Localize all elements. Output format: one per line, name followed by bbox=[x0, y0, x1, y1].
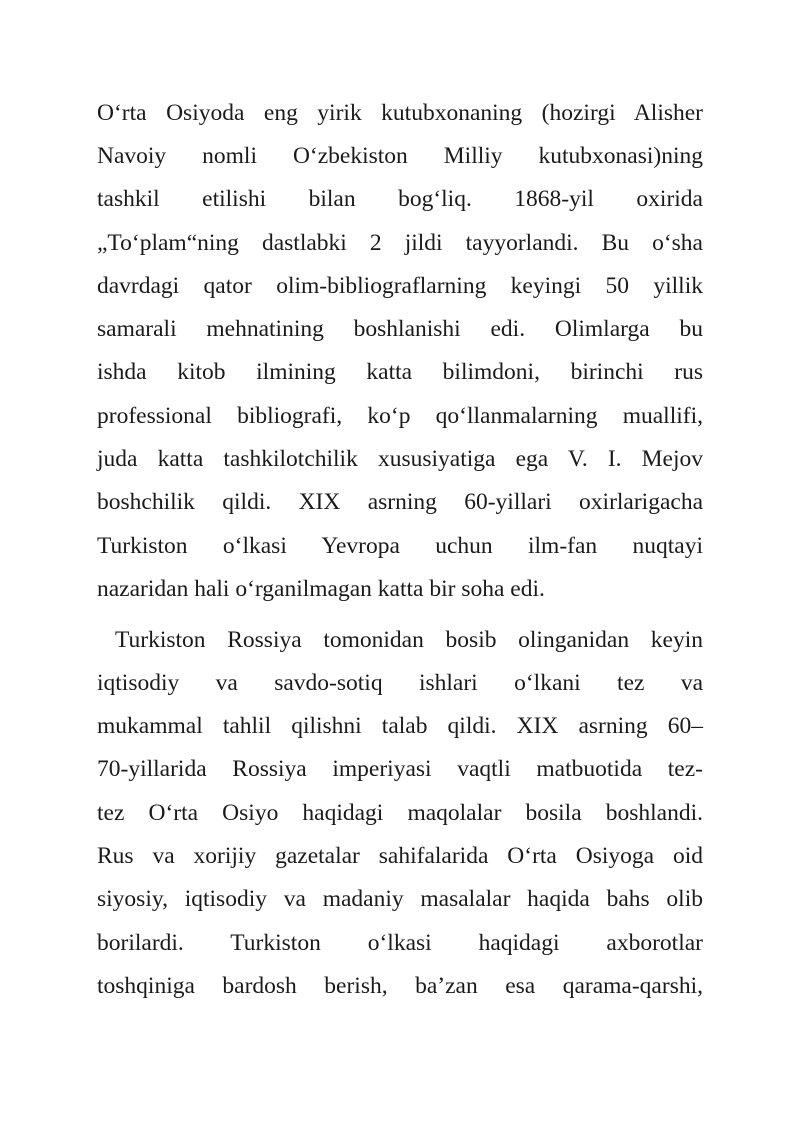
paragraph-1-line-2: Navoiy nomli O‘zbekiston Milliy kutubxonasi)ning bbox=[97, 143, 703, 169]
paragraph-1-line-3: tashkil etilishi bilan bog‘liq. 1868-yil oxirida bbox=[97, 186, 703, 212]
paragraph-1-line-10: boshchilik qildi. XIX asrning 60-yillari oxirlarigacha bbox=[97, 489, 703, 515]
paragraph-2-line-2: iqtisodiy va savdo-sotiq ishlari o‘lkani tez va bbox=[97, 670, 703, 696]
paragraph-1-line-6: samarali mehnatining boshlanishi edi. Olimlarga bu bbox=[97, 316, 703, 342]
paragraph-1-line-5: davrdagi qator olim-bibliograflarning keyingi 50 yillik bbox=[97, 273, 703, 299]
paragraph-1-line-8: professional bibliografi, ko‘p qo‘llanmalarning muallifi, bbox=[97, 403, 703, 429]
paragraph-2-line-5: tez O‘rta Osiyo haqidagi maqolalar bosila boshlandi. bbox=[97, 800, 703, 826]
paragraph-2-line-9: toshqiniga bardosh berish, ba’zan esa qarama-qarshi, bbox=[97, 973, 703, 999]
paragraph-1-line-1: O‘rta Osiyoda eng yirik kutubxonaning (hozirgi Alisher bbox=[97, 100, 703, 126]
paragraph-2-line-1: Turkiston Rossiya tomonidan bosib olinganidan keyin bbox=[115, 627, 703, 653]
paragraph-2-line-4: 70-yillarida Rossiya imperiyasi vaqtli matbuotida tez- bbox=[97, 756, 703, 782]
paragraph-1-line-4: „To‘plam“ning dastlabki 2 jildi tayyorlandi. Bu o‘sha bbox=[97, 230, 703, 256]
paragraph-2-line-7: siyosiy, iqtisodiy va madaniy masalalar haqida bahs olib bbox=[97, 886, 703, 912]
paragraph-2-line-6: Rus va xorijiy gazetalar sahifalarida O‘rta Osiyoga oid bbox=[97, 843, 703, 869]
paragraph-1-line-9: juda katta tashkilotchilik xususiyatiga ega V. I. Mejov bbox=[97, 446, 703, 472]
paragraph-1-line-7: ishda kitob ilmining katta bilimdoni, birinchi rus bbox=[97, 359, 703, 385]
paragraph-2-line-3: mukammal tahlil qilishni talab qildi. XIX asrning 60– bbox=[97, 713, 703, 739]
paragraph-2-line-8: borilardi. Turkiston o‘lkasi haqidagi axborotlar bbox=[97, 930, 703, 956]
paragraph-1-line-11: Turkiston o‘lkasi Yevropa uchun ilm-fan nuqtayi bbox=[97, 533, 703, 559]
paragraph-1-line-12: nazaridan hali o‘rganilmagan katta bir soha edi. bbox=[97, 576, 545, 602]
